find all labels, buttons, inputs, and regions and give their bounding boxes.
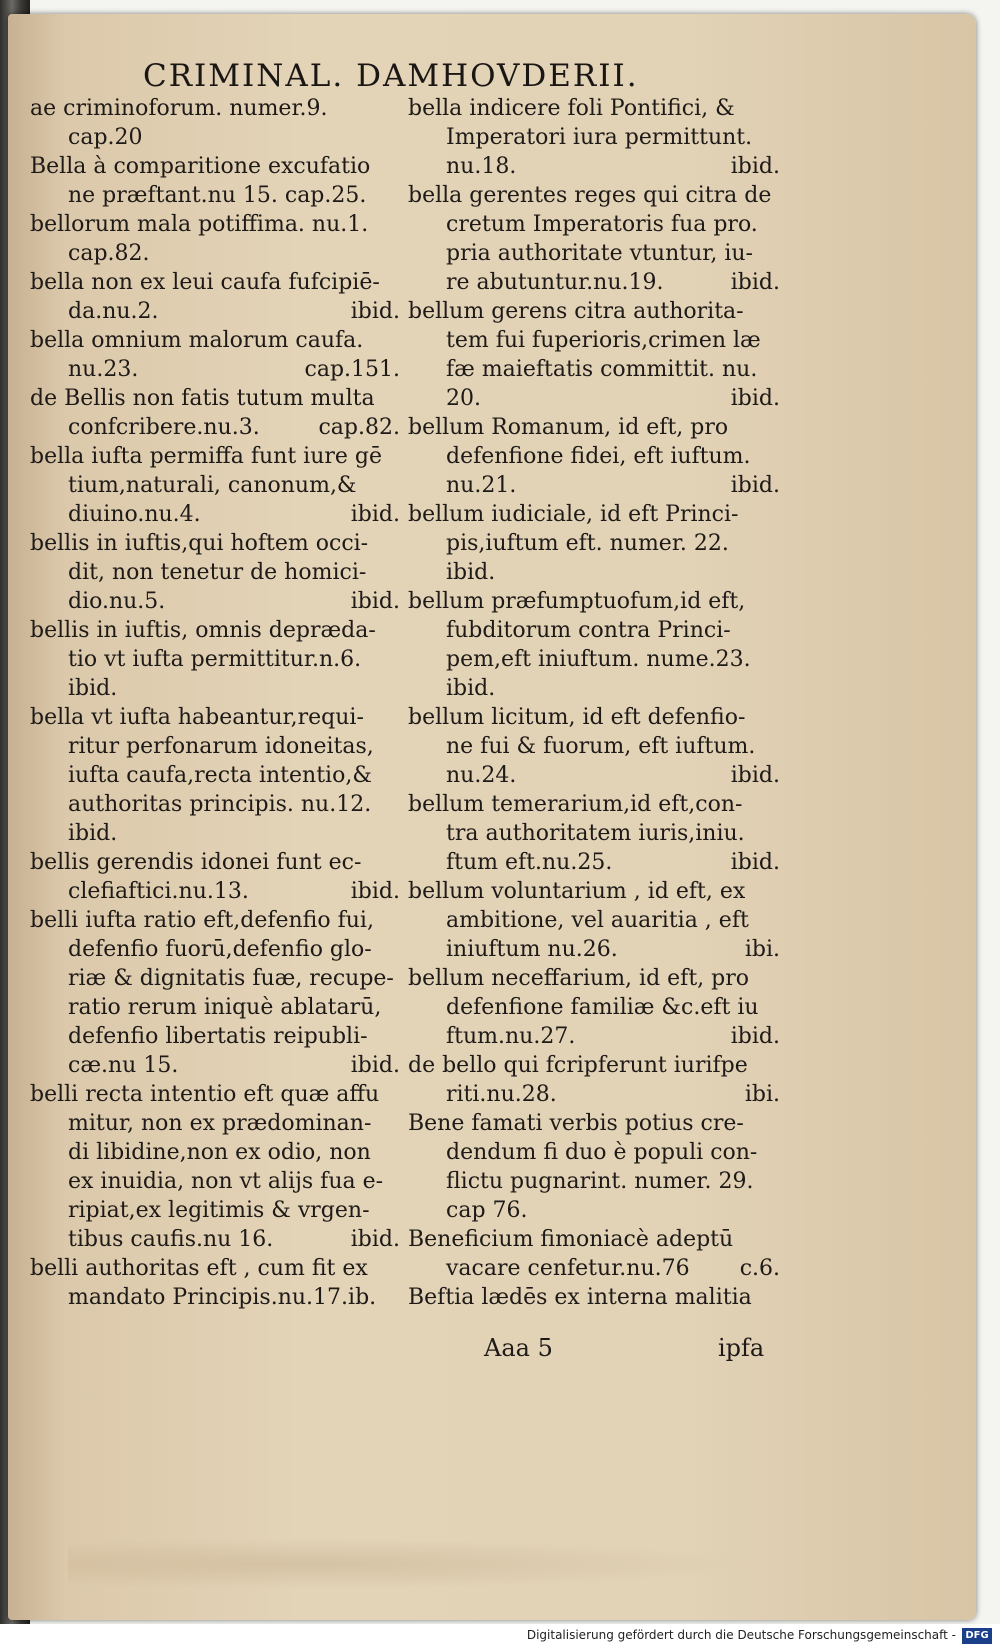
- index-entry-line: [30, 761, 400, 790]
- index-entry-line: [408, 964, 780, 993]
- index-entry: [408, 703, 780, 790]
- index-entry-text: ibid.: [446, 560, 496, 585]
- index-entry-line: [408, 1225, 780, 1254]
- index-entry-line: [408, 1138, 780, 1167]
- index-entry-line: [30, 964, 400, 993]
- index-entry-reference: ibid.: [350, 1227, 400, 1252]
- index-entry-reference: ibid.: [730, 386, 780, 411]
- index-entry: [408, 877, 780, 964]
- index-entry-reference: ibid.: [350, 879, 400, 904]
- index-entry: [408, 1225, 780, 1283]
- index-entry-line: [408, 210, 780, 239]
- index-entry-text: nu.18.: [446, 154, 517, 179]
- index-entry-text: bellorum mala potiffima. nu.1.: [30, 212, 369, 237]
- index-entry-line: [30, 1022, 400, 1051]
- index-entry-text: ae criminoforum. numer.9.: [30, 96, 328, 121]
- index-entry-text: fubditorum contra Princi-: [446, 618, 731, 643]
- index-entry-text: Bene famati verbis potius cre-: [408, 1111, 744, 1136]
- index-entry-text: bellum gerens citra authorita-: [408, 299, 744, 324]
- index-entry-line: [30, 1051, 400, 1080]
- index-entry-line: [408, 674, 780, 703]
- index-entry-text: re abutuntur.nu.19.: [446, 270, 664, 295]
- index-entry-line: [30, 1196, 400, 1225]
- index-entry-text: nu.21.: [446, 473, 517, 498]
- index-entry-line: [30, 732, 400, 761]
- index-entry-reference: ibi.: [744, 1082, 780, 1107]
- index-entry-line: [408, 326, 780, 355]
- index-entry-line: [408, 935, 780, 964]
- index-entry: [30, 152, 400, 210]
- index-entry-text: bellum iudiciale, id eft Princi-: [408, 502, 739, 527]
- index-entry-text: bellis in iuftis,qui hoftem occi-: [30, 531, 369, 556]
- index-entry-line: [408, 732, 780, 761]
- index-entry-text: bella non ex leui caufa fufcipiē-: [30, 270, 380, 295]
- index-entry-text: bella iufta permiffa funt iure gē: [30, 444, 382, 469]
- index-entry-line: [30, 297, 400, 326]
- index-entry-reference: ibid.: [730, 1024, 780, 1049]
- index-entry-text: cap.20: [68, 125, 143, 150]
- index-entry-line: [30, 587, 400, 616]
- index-entry-line: [30, 1109, 400, 1138]
- index-entry-line: [30, 674, 400, 703]
- index-entry-text: cap.82.: [68, 241, 150, 266]
- index-entry-text: iufta caufa,recta intentio,&: [68, 763, 372, 788]
- index-entry-line: [30, 993, 400, 1022]
- index-entry-text: Beneficium fimoniacè adeptū: [408, 1227, 734, 1252]
- index-entry-reference: ibid.: [730, 763, 780, 788]
- index-entry-line: [30, 935, 400, 964]
- index-entry-line: [408, 355, 780, 384]
- index-entry-line: [408, 558, 780, 587]
- index-entry-text: defenfio libertatis reipubli-: [68, 1024, 368, 1049]
- index-entry-line: [30, 123, 400, 152]
- index-entry-line: [408, 1254, 780, 1283]
- index-entry-text: bellum Romanum, id eft, pro: [408, 415, 729, 440]
- index-entry: [408, 94, 780, 181]
- index-entry-line: [30, 442, 400, 471]
- index-entry-text: clefiaftici.nu.13.: [68, 879, 249, 904]
- index-entry-line: [30, 181, 400, 210]
- index-entry-line: [408, 1080, 780, 1109]
- index-entry-line: [408, 529, 780, 558]
- index-entry: [30, 848, 400, 906]
- index-entry-line: [30, 848, 400, 877]
- index-entry-text: nu.23.: [68, 357, 139, 382]
- index-entry-reference: ibid.: [350, 299, 400, 324]
- index-entry-text: bellis gerendis idonei funt ec-: [30, 850, 362, 875]
- index-entry-line: [30, 558, 400, 587]
- index-entry-line: [408, 993, 780, 1022]
- index-entry: [30, 384, 400, 442]
- index-entry-line: [30, 326, 400, 355]
- index-entry-line: [30, 471, 400, 500]
- index-entry-text: dendum fi duo è populi con-: [446, 1140, 758, 1165]
- index-entry-line: [30, 645, 400, 674]
- index-entry-line: [30, 413, 400, 442]
- index-entry-line: [408, 1196, 780, 1225]
- index-entry: [30, 1254, 400, 1312]
- index-entry-line: [408, 413, 780, 442]
- index-entry-reference: ibid.: [730, 154, 780, 179]
- index-entry-text: ftum.nu.27.: [446, 1024, 576, 1049]
- index-entry-text: confcribere.nu.3.: [68, 415, 260, 440]
- index-entry-line: [408, 1167, 780, 1196]
- index-entry-text: 20.: [446, 386, 481, 411]
- running-header: CRIMINAL. DAMHOVDERII.: [143, 58, 639, 94]
- index-entry-text: ne fui & fuorum, eft iuftum.: [446, 734, 756, 759]
- index-entry-text: pem,eft iniuftum. nume.23.: [446, 647, 751, 672]
- page-footer: [8, 1334, 976, 1368]
- index-entry-line: [408, 1283, 780, 1312]
- index-entry-text: bella gerentes reges qui citra de: [408, 183, 772, 208]
- index-entry-reference: c.6.: [739, 1256, 780, 1281]
- index-entry-text: dit, non tenetur de homici-: [68, 560, 367, 585]
- book-page: [8, 14, 976, 1620]
- index-entry-line: [408, 819, 780, 848]
- index-entry-text: cap 76.: [446, 1198, 528, 1223]
- index-entry-line: [408, 268, 780, 297]
- index-entry-text: defenfione fidei, eft iuftum.: [446, 444, 751, 469]
- index-entry-line: [408, 1051, 780, 1080]
- index-entry-text: bellum temerarium,id eft,con-: [408, 792, 743, 817]
- index-entry: [30, 529, 400, 616]
- index-entry-text: bellum voluntarium , id eft, ex: [408, 879, 746, 904]
- index-entry-line: [408, 761, 780, 790]
- index-entry-text: bellum licitum, id eft defenfio-: [408, 705, 746, 730]
- index-entry-text: de bello qui fcripferunt iurifpe: [408, 1053, 748, 1078]
- index-entry-line: [30, 268, 400, 297]
- index-entry-line: [408, 297, 780, 326]
- index-entry-text: de Bellis non fatis tutum multa: [30, 386, 375, 411]
- index-entry-reference: cap.151.: [304, 357, 400, 382]
- index-entry-reference: ibi.: [744, 937, 780, 962]
- index-entry-line: [30, 1080, 400, 1109]
- index-entry-text: fæ maieftatis committit. nu.: [446, 357, 758, 382]
- index-entry-line: [408, 645, 780, 674]
- index-entry-line: [408, 384, 780, 413]
- index-entry: [408, 1283, 780, 1312]
- index-entry-text: bellum præfumptuofum,id eft,: [408, 589, 746, 614]
- index-entry-text: mitur, non ex prædominan-: [68, 1111, 372, 1136]
- index-entry-text: ritur perfonarum idoneitas,: [68, 734, 374, 759]
- index-entry-text: ambitione, vel auaritia , eft: [446, 908, 749, 933]
- index-entry-line: [30, 616, 400, 645]
- index-entry-line: [408, 1109, 780, 1138]
- index-entry-text: tibus caufis.nu 16.: [68, 1227, 274, 1252]
- index-entry: [408, 964, 780, 1051]
- index-entry-line: [408, 94, 780, 123]
- dfg-logo: DFG: [962, 1628, 992, 1644]
- index-entry-line: [30, 1254, 400, 1283]
- index-entry-text: vacare cenfetur.nu.76: [446, 1256, 690, 1281]
- index-entry: [30, 1080, 400, 1254]
- index-entry-reference: ibid.: [730, 270, 780, 295]
- index-entry-text: mandato Principis.nu.17.ib.: [68, 1285, 377, 1310]
- index-entry-text: ne præftant.nu 15. cap.25.: [68, 183, 367, 208]
- index-entry-text: nu.24.: [446, 763, 517, 788]
- index-entry-line: [30, 152, 400, 181]
- index-entry-line: [408, 906, 780, 935]
- index-entry-text: Beftia lædēs ex interna malitia: [408, 1285, 752, 1310]
- index-entry: [408, 1051, 780, 1109]
- index-entry-line: [408, 152, 780, 181]
- index-entry-line: [30, 1225, 400, 1254]
- index-entry-line: [30, 210, 400, 239]
- index-entry: [408, 1109, 780, 1225]
- index-entry-line: [408, 1022, 780, 1051]
- index-entry-line: [30, 1283, 400, 1312]
- index-entry-reference: ibid.: [730, 850, 780, 875]
- index-entry-line: [30, 703, 400, 732]
- index-entry-text: ripiat,ex legitimis & vrgen-: [68, 1198, 370, 1223]
- dfg-notice: Digitalisierung gefördert durch die Deutsche Forschungsgemeinschaft -: [526, 1628, 956, 1642]
- index-entry-line: [30, 877, 400, 906]
- index-entry-text: bellis in iuftis, omnis depræda-: [30, 618, 376, 643]
- index-entry-line: [30, 1167, 400, 1196]
- index-entry-text: riti.nu.28.: [446, 1082, 557, 1107]
- catchword: ipfa: [718, 1334, 765, 1362]
- index-column-left: [30, 94, 400, 1312]
- index-entry-line: [30, 94, 400, 123]
- index-entry-text: bella vt iufta habeantur,requi-: [30, 705, 364, 730]
- index-entry-line: [30, 1138, 400, 1167]
- index-entry: [408, 500, 780, 587]
- index-entry-line: [30, 355, 400, 384]
- index-entry-text: defenfio fuorū,defenfio glo-: [68, 937, 372, 962]
- index-entry-text: Imperatori iura permittunt.: [446, 125, 753, 150]
- index-entry-text: authoritas principis. nu.12.: [68, 792, 372, 817]
- index-entry-text: dio.nu.5.: [68, 589, 166, 614]
- index-entry-line: [408, 877, 780, 906]
- index-entry: [30, 906, 400, 1080]
- index-entry-text: flictu pugnarint. numer. 29.: [446, 1169, 754, 1194]
- index-entry-line: [408, 239, 780, 268]
- index-column-right: [408, 94, 780, 1312]
- index-entry-line: [408, 616, 780, 645]
- index-entry-line: [408, 703, 780, 732]
- index-entry-text: ex inuidia, non vt alijs fua e-: [68, 1169, 384, 1194]
- index-entry-text: tio vt iufta permittitur.n.6.: [68, 647, 362, 672]
- index-entry-reference: ibid.: [350, 1053, 400, 1078]
- index-entry-text: pis,iuftum eft. numer. 22.: [446, 531, 729, 556]
- index-entry-text: bella omnium malorum caufa.: [30, 328, 364, 353]
- index-entry-text: bellum neceffarium, id eft, pro: [408, 966, 749, 991]
- index-entry-line: [30, 819, 400, 848]
- index-entry-line: [30, 239, 400, 268]
- index-entry-line: [30, 529, 400, 558]
- signature-mark: Aaa 5: [484, 1334, 553, 1362]
- index-entry: [30, 703, 400, 848]
- index-entry-text: ibid.: [446, 676, 496, 701]
- index-entry-line: [408, 471, 780, 500]
- index-entry-line: [408, 790, 780, 819]
- index-entry-line: [408, 181, 780, 210]
- index-entry-text: di libidine,non ex odio, non: [68, 1140, 371, 1165]
- index-entry-text: ibid.: [68, 821, 118, 846]
- index-entry-line: [408, 587, 780, 616]
- index-entry-text: tra authoritatem iuris,iniu.: [446, 821, 745, 846]
- index-entry-line: [30, 790, 400, 819]
- digitization-banner: [0, 1624, 1000, 1648]
- index-entry: [408, 790, 780, 877]
- index-entry: [408, 587, 780, 703]
- index-entry: [30, 326, 400, 384]
- index-entry: [30, 616, 400, 703]
- index-entry-text: ftum eft.nu.25.: [446, 850, 613, 875]
- index-entry-line: [408, 848, 780, 877]
- index-entry-text: tem fui fuperioris,crimen læ: [446, 328, 761, 353]
- index-entry-text: bella indicere foli Pontifici, &: [408, 96, 735, 121]
- index-entry-reference: ibid.: [350, 589, 400, 614]
- index-entry-line: [30, 384, 400, 413]
- index-entry: [408, 181, 780, 297]
- index-entry-text: iniuftum nu.26.: [446, 937, 618, 962]
- index-entry-text: ratio rerum iniquè ablatarū,: [68, 995, 382, 1020]
- index-entry-text: pria authoritate vtuntur, iu-: [446, 241, 753, 266]
- index-entry: [408, 297, 780, 413]
- index-entry-text: belli iufta ratio eft,defenfio fui,: [30, 908, 374, 933]
- index-entry-text: da.nu.2.: [68, 299, 159, 324]
- index-entry: [30, 442, 400, 529]
- index-entry-text: belli authoritas eft , cum fit ex: [30, 1256, 368, 1281]
- index-entry: [30, 94, 400, 152]
- index-entry: [30, 268, 400, 326]
- index-entry: [408, 413, 780, 500]
- index-entry-text: belli recta intentio eft quæ affu: [30, 1082, 380, 1107]
- index-entry-text: ibid.: [68, 676, 118, 701]
- index-entry: [30, 210, 400, 268]
- index-entry-line: [30, 906, 400, 935]
- index-entry-reference: cap.82.: [318, 415, 400, 440]
- index-entry-reference: ibid.: [730, 473, 780, 498]
- index-entry-line: [408, 123, 780, 152]
- index-entry-text: riæ & dignitatis fuæ, recupe-: [68, 966, 394, 991]
- index-entry-line: [408, 442, 780, 471]
- index-entry-text: tium,naturali, canonum,&: [68, 473, 357, 498]
- index-entry-line: [408, 500, 780, 529]
- paper-stain: [68, 1534, 828, 1594]
- index-entry-reference: ibid.: [350, 502, 400, 527]
- index-entry-text: diuino.nu.4.: [68, 502, 201, 527]
- index-entry-text: cæ.nu 15.: [68, 1053, 179, 1078]
- index-entry-text: defenfione familiæ &c.eft iu: [446, 995, 759, 1020]
- index-entry-text: Bella à comparitione excufatio: [30, 154, 371, 179]
- index-entry-line: [30, 500, 400, 529]
- index-entry-text: cretum Imperatoris fua pro.: [446, 212, 758, 237]
